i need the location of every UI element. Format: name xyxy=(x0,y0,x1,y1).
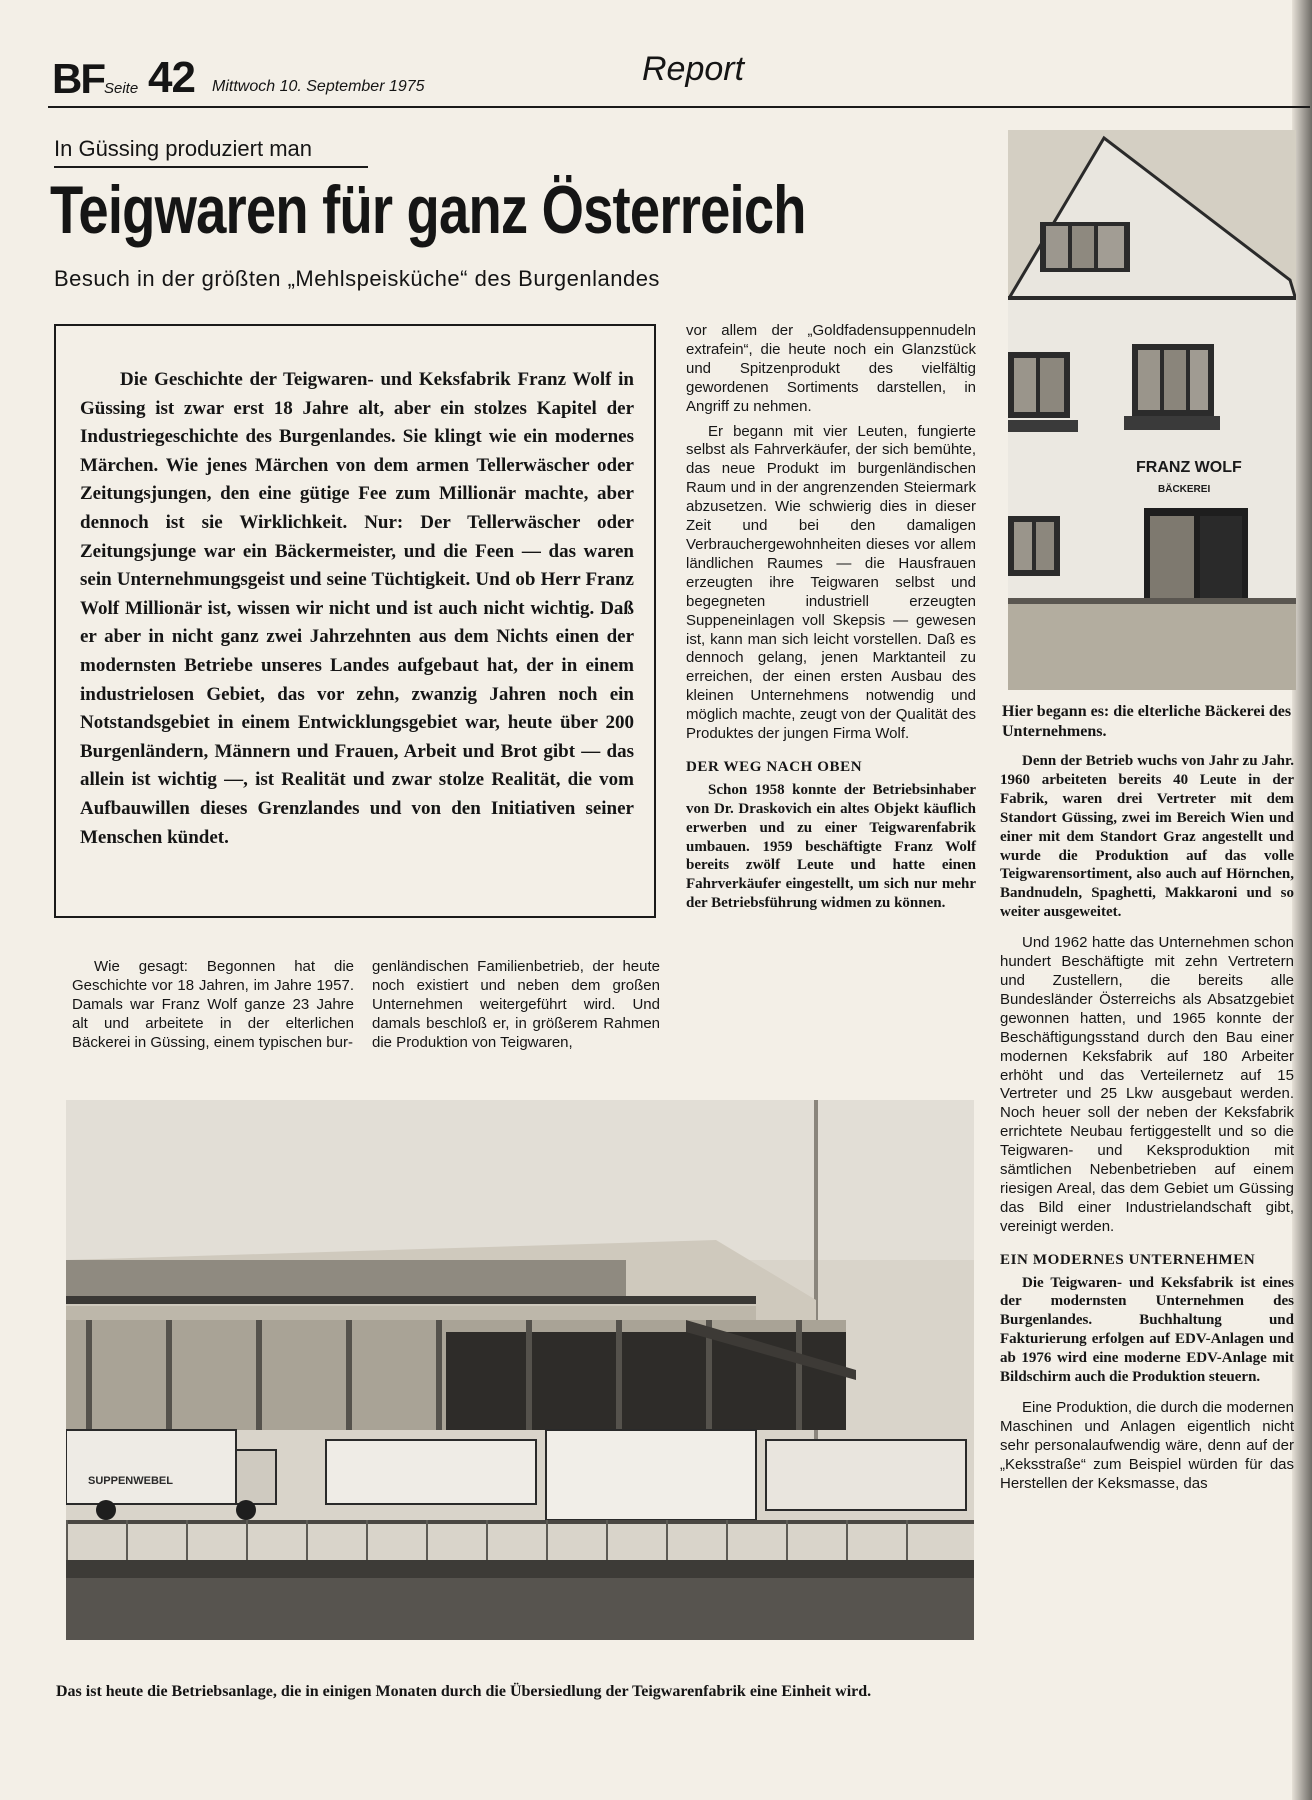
section-heading: EIN MODERNES UNTERNEHMEN xyxy=(1000,1251,1256,1268)
page-number: 42 xyxy=(148,53,195,102)
body-paragraph: Eine Produktion, die durch die modernen Maschinen und Anlagen eigentlich nicht sehr personalaufwendig wäre, denn auf der „Keksstraße“ zum Beispiel würden für das Herstellen der Keksmasse, das xyxy=(1000,1399,1294,1492)
body-column-2 xyxy=(372,958,660,1059)
bakery-photo-caption: Hier begann es: die elterliche Bäckerei des Unternehmens. xyxy=(1002,703,1292,740)
header-rule xyxy=(48,106,1310,108)
article-kicker: In Güssing produziert man xyxy=(54,136,313,161)
article-subhead: Besuch in der größten „Mehlspeisküche“ des Burgenlandes xyxy=(54,266,660,291)
body-paragraph: genländischen Familienbetrieb, der heute noch existiert und neben dem großen Unternehmen weitergeführt wird. Und damals beschloß er, in größerem Rahmen die Produktion von Teigwaren, xyxy=(372,958,660,1051)
body-paragraph: Die Teigwaren- und Keksfabrik ist eines der modernsten Unternehmen des Burgenlandes. Buchhaltung und Fakturierung erfolgen auf EDV-Anlagen und ab 1976 wird eine moderne EDV-Anlage mit Bildschirm auch die Produktion steuern. xyxy=(1000,1274,1294,1386)
body-paragraph: Schon 1958 konnte der Betriebsinhaber von Dr. Draskovich ein altes Objekt käuflich erwerben und zu einer Teigwarenfabrik umbauen. 1959 beschäftigte Franz Wolf bereits zwölf Leute und hatte einen Fahrverkäufer eingestellt, um sich nur mehr der Betriebsführung widmen zu können. xyxy=(686,781,976,912)
section-title: Report xyxy=(642,50,745,88)
body-paragraph: Er begann mit vier Leuten, fungierte selbst als Fahrverkäufer, der sich bemühte, das neue Produkt im burgenländischen Raum und in der angrenzenden Steiermark abzusetzen. Wie schwierig dies in dieser Zeit und bei den damaligen Verbrauchergewohnheiten dieses vor allem ländlichen Raumes — die Hausfrauen erzeugten ihre Teigwaren selbst und begegneten industriell erzeugten Suppeneinlagen voll Skepsis — gewesen ist, kann man sich leicht vorstellen. Daß es dennoch gelang, jenen Marktanteil zu erreichen, der einen ersten Ausbau des kleinen Unternehmens notwendig und möglich machte, zeugt von der Qualität des Produktes der jungen Firma Wolf. xyxy=(686,422,976,743)
bakery-sign-name: FRANZ WOLF xyxy=(1136,459,1242,476)
bakery-sign-label: BÄCKEREI xyxy=(1158,484,1211,495)
truck-text: SUPPENWEBEL xyxy=(88,1475,173,1487)
body-paragraph: Und 1962 hatte das Unternehmen schon hundert Beschäftigte mit zehn Vertretern und Zustellern, die bereits alle Bundesländer Österreichs als Absatzgebiet gewonnen hatten, und 1965 konnte der Beschäftigungsstand durch den Bau einer modernen Keksfabrik auf 180 Arbeiter erhöht und das Verteilernetz auf 15 Vertreter und 25 Lkw ausgebaut werden. Noch heuer soll der neben der Keksfabrik errichtete Neubau fertiggestellt und so die Teigwaren- und Keksproduktion mit sämtlichen Nebenbetrieben auf einem riesigen Areal, das dem Gebiet um Güssing das Bild einer Industrielandschaft gibt, vereinigt werden. xyxy=(1000,934,1294,1235)
section-heading: DER WEG NACH OBEN xyxy=(686,758,863,775)
body-paragraph: vor allem der „Goldfadensuppennudeln extrafein“, die heute noch ein Glanzstück und Spitzenprodukt des vielfältig gewordenen Sortiments darstellen, in Angriff zu nehmen. xyxy=(686,322,976,415)
factory-photo-caption: Das ist heute die Betriebsanlage, die in einigen Monaten durch die Übersiedlung der Teigwarenfabrik eine Einheit wird. xyxy=(56,1683,872,1700)
intro-text: Die Geschichte der Teigwaren- und Keksfabrik Franz Wolf in Güssing ist zwar erst 18 Jahre alt, aber ein stolzes Kapitel der Industriegeschichte des Burgenlandes. Sie klingt wie ein modernes Märchen. Wie jenes Märchen von dem armen Tellerwäscher oder Zeitungsjungen, den eine gütige Fee zum Millionär machte, aber dennoch ist sie Wirklichkeit. Nur: Der Tellerwäscher oder Zeitungsjunge war ein Bäckermeister, und die Feen — das waren sein Unternehmungsgeist und seine Tüchtigkeit. Und ob Herr Franz Wolf Millionär ist, wissen wir nicht und ist auch nicht wichtig. Daß er aber in nicht ganz zwei Jahrzehnten aus dem Nichts einen der modernsten Betriebe unseres Landes aufgebaut hat, der in einem industrielosen Gebiet, das vor zehn, zwanzig Jahren noch ein Notstandsgebiet in einem Entwicklungsgebiet war, heute über 200 Burgenländern, Männern und Frauen, Arbeit und Brot gibt — das allein ist wichtig —, ist Realität und zwar stolze Realität, die vom Aufbauwillen dieses Grenzlandes und von den Initiativen seiner Menschen kündet. xyxy=(80,369,634,848)
body-column-4 xyxy=(1000,752,1294,1500)
page-label: Seite xyxy=(104,80,139,97)
body-paragraph: Wie gesagt: Begonnen hat die Geschichte vor 18 Jahren, im Jahre 1957. Damals war Franz Wolf ganze 23 Jahre alt und arbeitete in der elterlichen Bäckerei in Güssing, einem typischen bur- xyxy=(72,958,354,1051)
body-column-1 xyxy=(72,958,354,1059)
kicker-rule xyxy=(54,166,368,168)
intro-box xyxy=(54,324,656,918)
body-column-3 xyxy=(686,322,976,919)
issue-date: Mittwoch 10. September 1975 xyxy=(212,78,425,95)
newspaper-logo: BF xyxy=(52,55,104,102)
article-headline: Teigwaren für ganz Österreich xyxy=(50,172,806,248)
factory-photo xyxy=(66,1100,974,1640)
body-paragraph: Denn der Betrieb wuchs von Jahr zu Jahr. 1960 arbeiteten bereits 40 Leute in der Fabrik, waren drei Vertreter mit dem Standort Güssing, zwei im Bereich Wien und einer mit dem Standort Graz angestellt und wurde die Produktion auf das volle Teigwarensortiment, also auch auf Hörnchen, Bandnudeln, Spaghetti, Makkaroni und so weiter ausgeweitet. xyxy=(1000,753,1294,921)
bakery-photo xyxy=(1008,130,1296,690)
